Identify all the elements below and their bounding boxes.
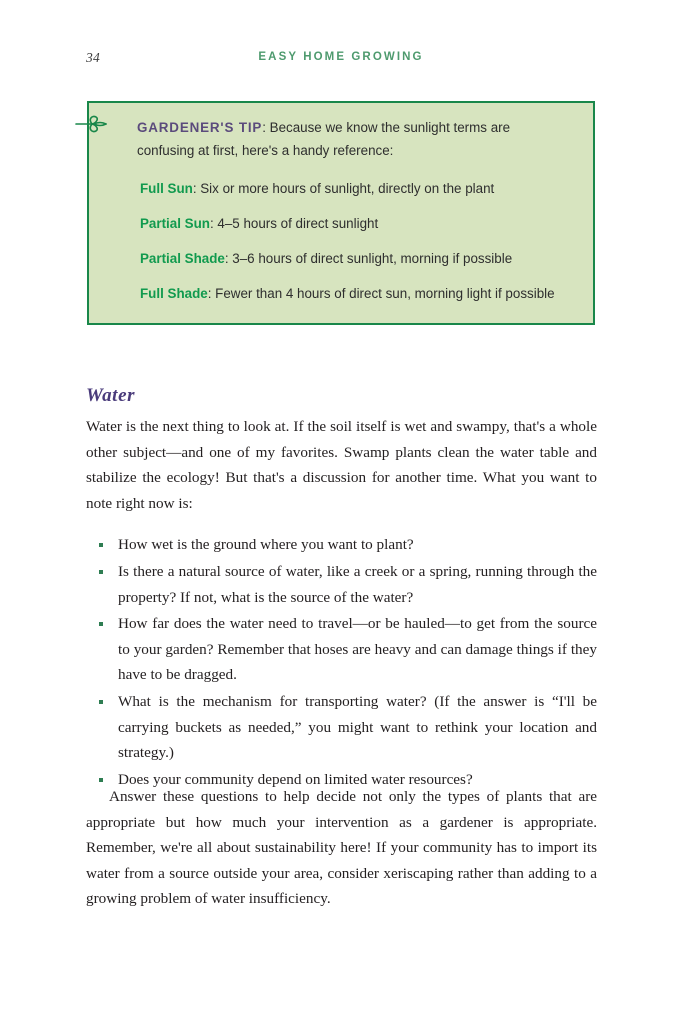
list-item: Does your community depend on limited water resources? bbox=[86, 767, 597, 793]
tip-intro bbox=[120, 117, 571, 162]
tip-intro-text: : Because we know the sunlight terms are confusing at first, here's a handy reference: bbox=[137, 120, 511, 158]
list-item: Is there a natural source of water, like a creek or a spring, running through the property? If not, what is the source of the water? bbox=[86, 559, 597, 610]
list-item: How far does the water need to travel—or be hauled—to get from the source to your garden? Remember that hoses are heavy and can damage things if they have to be dragged. bbox=[86, 611, 597, 688]
term-definition: : 4–5 hours of direct sunlight bbox=[209, 216, 379, 231]
term-definition: : 3–6 hours of direct sunlight, morning if possible bbox=[224, 251, 513, 266]
closing-content bbox=[86, 784, 597, 912]
list-item bbox=[140, 248, 571, 270]
intro-paragraph: Water is the next thing to look at. If the soil itself is wet and swampy, that's a whole other subject—and one of my favorites. Swamp plants clean the water table and stabilize the ecology! But that's a discussion for another time. What you want to note right now is: bbox=[86, 418, 597, 512]
sunlight-term-list bbox=[120, 178, 571, 305]
term-label: Full Sun bbox=[140, 181, 193, 196]
term-label: Partial Shade bbox=[140, 251, 225, 266]
gardeners-tip-box bbox=[87, 101, 595, 325]
sprout-icon bbox=[75, 113, 109, 135]
term-definition: : Fewer than 4 hours of direct sun, morning light if possible bbox=[207, 286, 555, 301]
list-item bbox=[140, 283, 571, 305]
running-head bbox=[0, 50, 682, 72]
tip-label: GARDENER'S TIP bbox=[137, 120, 263, 135]
section-heading: Water bbox=[86, 385, 136, 406]
list-item bbox=[140, 178, 571, 200]
list-item: What is the mechanism for transporting water? (If the answer is “I'll be carrying buckets as needed,” you might want to rethink your location and strategy.) bbox=[86, 689, 597, 766]
body-content bbox=[86, 414, 597, 793]
page-number: 34 bbox=[86, 50, 100, 65]
question-list bbox=[86, 532, 597, 792]
book-title: EASY HOME GROWING bbox=[258, 51, 424, 63]
term-label: Partial Sun bbox=[140, 216, 210, 231]
list-item: How wet is the ground where you want to plant? bbox=[86, 532, 597, 558]
closing-paragraph: Answer these questions to help decide not only the types of plants that are appropriate but how much your intervention as a gardener is appropriate. Remember, we're all about sustainability here! If your community has to import its water from a source outside your area, consider xeriscaping rather than adding to a growing problem of water insufficiency. bbox=[86, 788, 597, 908]
term-definition: : Six or more hours of sunlight, directly on the plant bbox=[192, 181, 495, 196]
list-item bbox=[140, 213, 571, 235]
term-label: Full Shade bbox=[140, 286, 208, 301]
